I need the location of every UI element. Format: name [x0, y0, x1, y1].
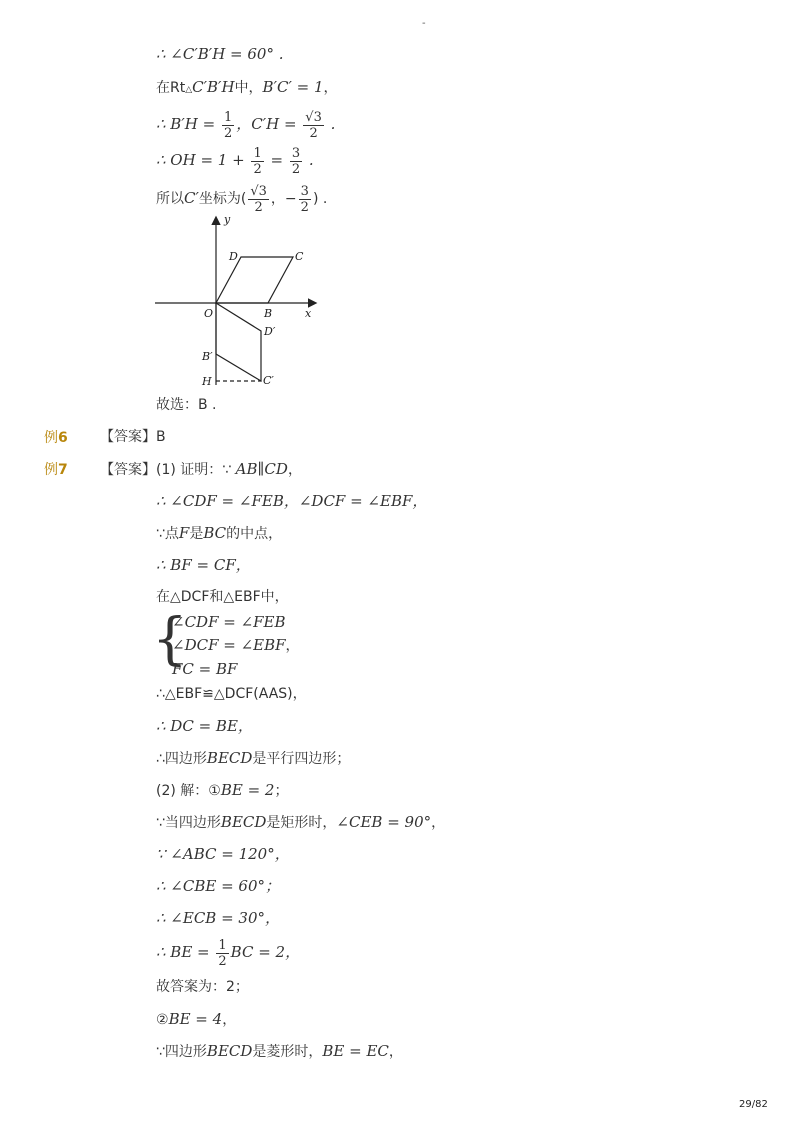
example-7-head [100, 459, 302, 480]
math-text: C′B′H [192, 78, 235, 96]
text: ∵当四边形 [156, 815, 221, 831]
fraction-denominator: 2 [253, 161, 262, 177]
fraction-numerator: 1 [218, 937, 227, 953]
text: ， [287, 462, 302, 478]
label-b: B [264, 307, 273, 320]
step-in-triangles: 在△DCF和△EBF中， [156, 589, 289, 605]
text: 是平行四边形； [252, 751, 351, 767]
fraction-numerator: √3 [250, 183, 267, 199]
step-rectangle [156, 812, 445, 833]
step-congruent: ∴△EBF≌△DCF(AAS)， [156, 686, 307, 702]
math-text: ∴ DC = BE， [156, 717, 253, 735]
label-d-prime: D′ [264, 325, 276, 338]
math-text: ∴ OH = 1 + [156, 151, 250, 169]
text: ， [285, 638, 300, 654]
step-dc-be [156, 716, 253, 737]
math-text: ∴ B′H = [156, 115, 220, 133]
step-be-half-bc [156, 934, 300, 971]
fraction-denominator: 2 [254, 199, 263, 215]
math-text: ∴ ∠ECB = 30°， [156, 909, 281, 927]
label-y: y [224, 213, 231, 226]
fraction-numerator: 1 [223, 109, 233, 125]
math-text: . [304, 151, 314, 169]
label-b-prime: B′ [202, 350, 213, 363]
math-text: B′C′ = 1 [262, 78, 324, 96]
fraction-numerator: √3 [305, 109, 322, 125]
equation-1: ∠CDF = ∠FEB [172, 613, 286, 631]
fraction [251, 146, 263, 177]
text: 的中点， [226, 526, 283, 542]
math-text: BE = 4 [168, 1010, 223, 1028]
math-text: F [178, 524, 190, 542]
text: ) . [312, 191, 328, 207]
example-7-label [44, 459, 68, 479]
label-o: O [204, 307, 214, 320]
text: ， [222, 1012, 237, 1028]
math-text: BECD [206, 749, 253, 767]
fraction-denominator: 2 [223, 125, 233, 141]
fraction [216, 938, 228, 969]
fraction-numerator: 3 [300, 183, 309, 199]
example-6-answer: 【答案】B [100, 429, 166, 445]
step-right-triangle [156, 77, 338, 100]
label-c-prime: C′ [263, 374, 274, 387]
math-text: ∴ ∠CBE = 60°； [156, 877, 281, 895]
math-text: BC = 2， [230, 943, 301, 961]
step-parallelogram [156, 748, 350, 769]
label-d: D [229, 250, 238, 263]
triangle-symbol: △ [185, 85, 193, 95]
text: 在Rt [156, 80, 186, 96]
math-text: ∴ ∠C′B′H = 60° . [156, 45, 284, 63]
example-label-text: 例 [44, 462, 58, 478]
coordinate-figure [150, 210, 325, 390]
math-text: BECD [220, 813, 267, 831]
step-ecb-30 [156, 908, 280, 929]
math-text: = [265, 151, 288, 169]
text: ∴四边形 [156, 751, 207, 767]
math-text: ∠CEB = 90° [336, 813, 432, 831]
step-bf-cf [156, 555, 251, 576]
step-part2 [156, 780, 288, 801]
fraction-numerator: 1 [253, 145, 262, 161]
math-text: ∴ BE = [156, 943, 215, 961]
fraction-numerator: 3 [291, 145, 301, 161]
step-answer-2: 故答案为：2； [156, 979, 249, 995]
example-number: 6 [58, 430, 68, 446]
fraction-denominator: 2 [300, 199, 309, 215]
text: 所以 [156, 191, 184, 207]
fraction [290, 146, 302, 177]
example-number: 7 [58, 462, 68, 478]
fraction-denominator: 2 [291, 161, 301, 177]
fraction-denominator: 2 [309, 125, 318, 141]
fraction-denominator: 2 [218, 953, 227, 969]
math-text: ，C′H = [236, 115, 302, 133]
choose-answer: 故选：B . [156, 397, 217, 413]
math-text: . [325, 115, 336, 133]
math-text: ∵ ∠ABC = 120°， [156, 845, 290, 863]
step-angles-equal [156, 491, 427, 512]
math-text: BECD [206, 1042, 253, 1060]
text: 坐标为( [198, 191, 247, 207]
math-text: C′ [184, 189, 199, 207]
step-cbe-60 [156, 876, 280, 897]
math-text: ∴ BF = CF， [156, 556, 251, 574]
label-h: H [202, 375, 212, 388]
text: ② [156, 1012, 169, 1028]
step-oh [156, 142, 314, 179]
fraction [303, 110, 324, 141]
text: ，− [270, 191, 297, 207]
left-brace: { [152, 607, 188, 672]
equation-2: ∠DCF = ∠EBF [172, 636, 286, 654]
example-label-text: 例 [44, 430, 58, 446]
text: 是 [189, 526, 204, 542]
label-c: C [295, 250, 304, 263]
example-6-label [44, 427, 68, 447]
text: 中， [234, 80, 263, 96]
fraction [222, 110, 234, 141]
text: ， [323, 80, 338, 96]
text: (2) 解：① [156, 783, 221, 799]
text: 是矩形时， [266, 815, 337, 831]
label-x: x [305, 307, 312, 320]
step-angle-60 [156, 44, 284, 65]
math-text: ∴ ∠CDF = ∠FEB，∠DCF = ∠EBF， [156, 492, 428, 510]
text: 【答案】(1) 证明：∵ [100, 462, 236, 478]
step-bh-ch [156, 106, 335, 143]
page-number: 29/82 [739, 1099, 768, 1110]
top-mark: - [422, 18, 426, 29]
text: ∵四边形 [156, 1044, 207, 1060]
equation-system [172, 611, 300, 681]
parallelogram-obcd [216, 257, 293, 303]
step-abc-120 [156, 844, 290, 865]
math-text: BE = 2 [220, 781, 275, 799]
math-text: BC [203, 524, 227, 542]
step-midpoint [156, 523, 282, 544]
math-text: AB∥CD [235, 460, 288, 478]
text: 是菱形时， [252, 1044, 323, 1060]
text: ， [388, 1044, 403, 1060]
step-rhombus [156, 1041, 403, 1062]
step-be-4 [156, 1009, 236, 1030]
text: ∵点 [156, 526, 179, 542]
equation-3: FC = BF [172, 660, 238, 678]
math-text: BE = EC [322, 1042, 389, 1060]
parallelogram-rotated [216, 303, 261, 381]
text: ， [431, 815, 446, 831]
text: ； [274, 783, 289, 799]
